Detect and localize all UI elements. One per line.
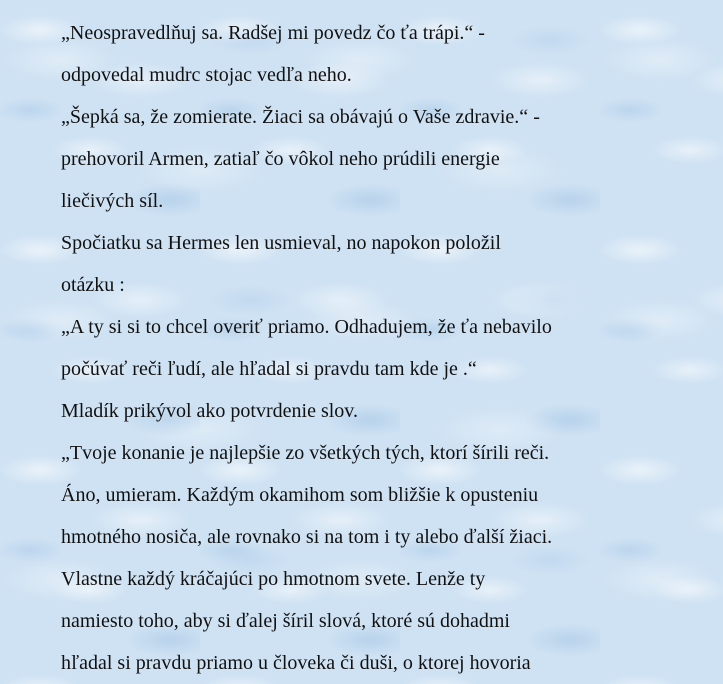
text-line: „Šepká sa, že zomierate. Žiaci sa obávajú o Vaše zdravie.“ -: [61, 106, 540, 128]
text-line: hmotného nosiča, ale rovnako si na tom i ty alebo ďalší žiaci.: [61, 526, 553, 548]
story-text: [61, 12, 701, 684]
text-line: „Neospravedlňuj sa. Radšej mi povedz čo ťa trápi.“ -: [61, 22, 485, 44]
text-line: prehovoril Armen, zatiaľ čo vôkol neho prúdili energie: [61, 148, 500, 170]
text-line: Mladík prikývol ako potvrdenie slov.: [61, 400, 358, 422]
text-line: odpovedal mudrc stojac vedľa neho.: [61, 64, 352, 86]
text-line: „Tvoje konanie je najlepšie zo všetkých tých, ktorí šírili reči.: [61, 442, 550, 464]
text-line: Spočiatku sa Hermes len usmieval, no napokon položil: [61, 232, 501, 254]
text-line: hľadal si pravdu priamo u človeka či duši, o ktorej hovoria: [61, 652, 531, 674]
text-line: „A ty si si to chcel overiť priamo. Odhadujem, že ťa nebavilo: [61, 316, 552, 338]
text-line: otázku :: [61, 274, 125, 296]
text-line: Vlastne každý kráčajúci po hmotnom svete. Lenže ty: [61, 568, 486, 590]
text-line: liečivých síl.: [61, 190, 164, 212]
text-line: počúvať reči ľudí, ale hľadal si pravdu tam kde je .“: [61, 358, 477, 380]
text-line: namiesto toho, aby si ďalej šíril slová, ktoré sú dohadmi: [61, 610, 510, 632]
text-line: Áno, umieram. Každým okamihom som bližšie k opusteniu: [61, 484, 539, 506]
